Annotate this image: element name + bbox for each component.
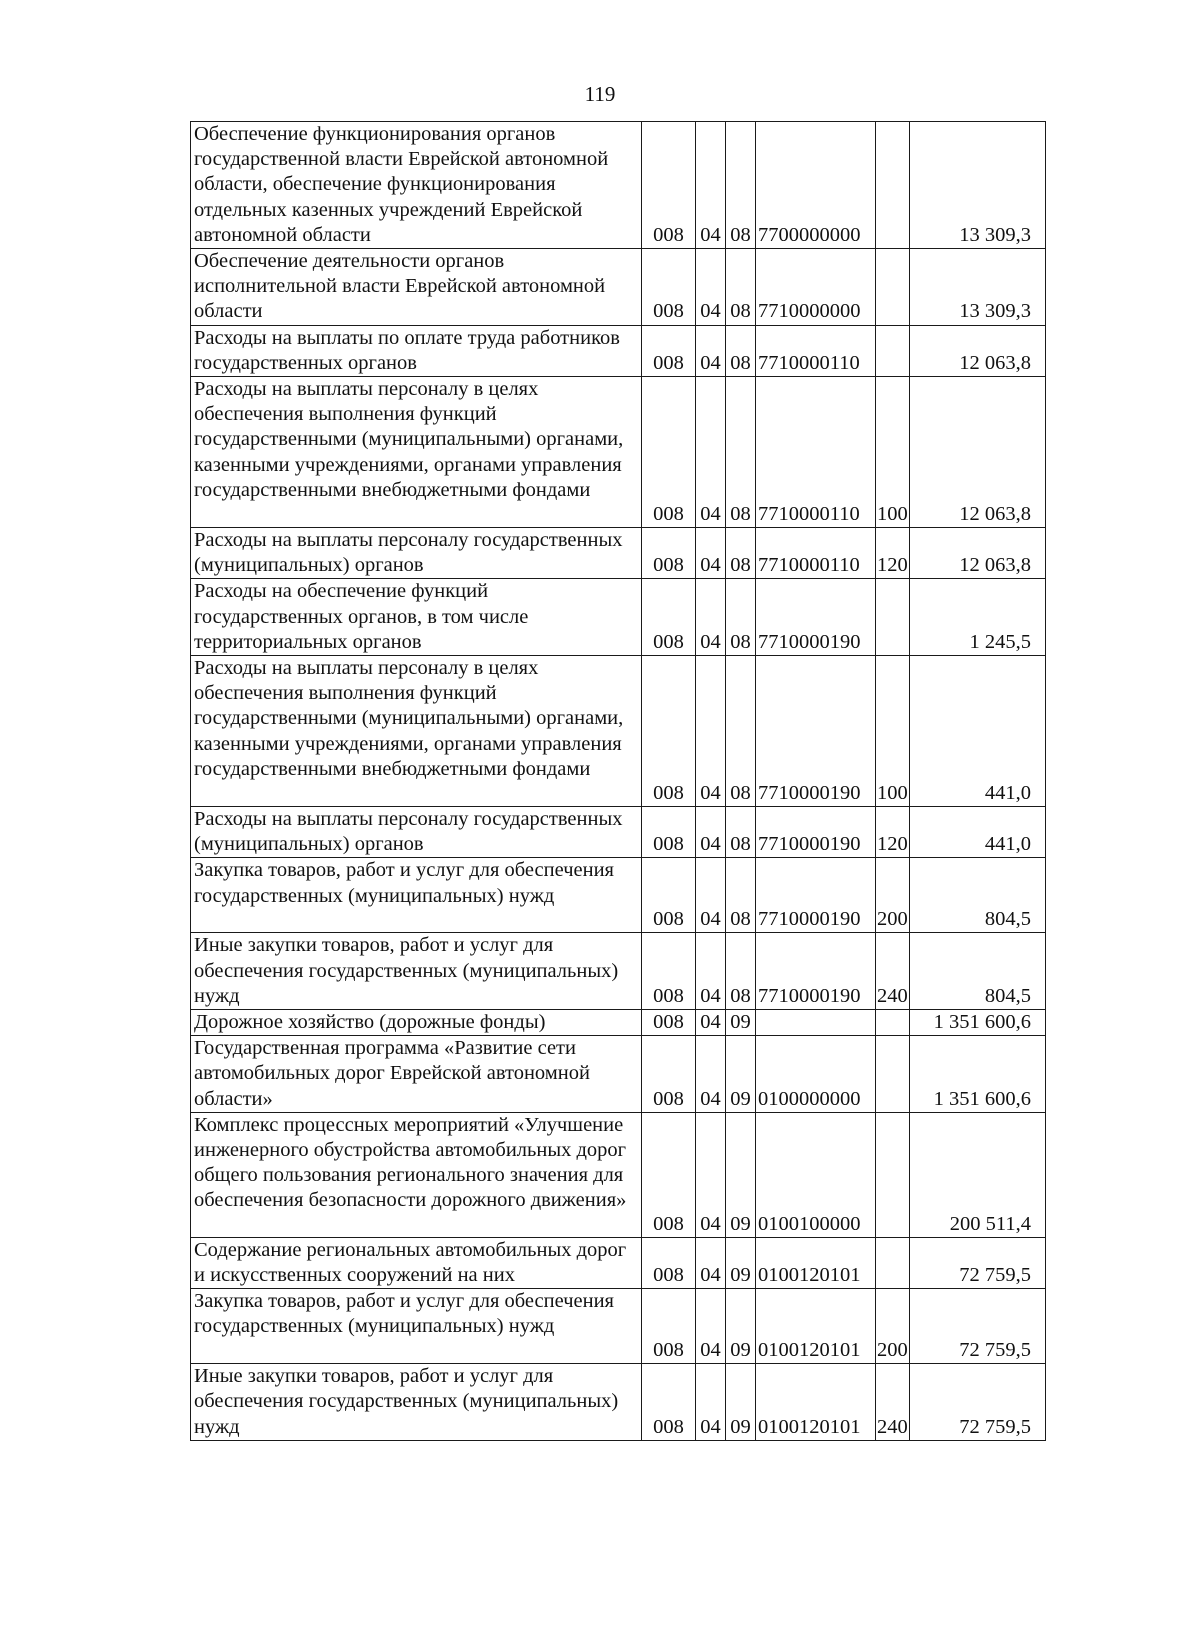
row-subsection: 08: [726, 858, 756, 933]
row-section: 04: [696, 858, 726, 933]
row-name: Расходы на выплаты персоналу в целях обеспечения выполнения функций государственными (муниципальными) органами, казенными учреждениями, органами управления государственными внебюджетными фондами: [191, 656, 642, 807]
table-row: [191, 528, 1046, 579]
row-subsection: 09: [726, 1289, 756, 1364]
table-row: [191, 579, 1046, 656]
row-amount: 441,0: [910, 807, 1046, 858]
row-name: Иные закупки товаров, работ и услуг для обеспечения государственных (муниципальных) нужд: [191, 1364, 642, 1441]
row-section: 04: [696, 1237, 726, 1288]
row-target-article: 7710000110: [756, 528, 876, 579]
row-admin-code: 008: [642, 122, 696, 249]
row-name: Обеспечение функционирования органов государственной власти Еврейской автономной области, обеспечение функционирования отдельных казенных учреждений Еврейской автономной области: [191, 122, 642, 249]
row-subsection: 08: [726, 579, 756, 656]
table-row: [191, 1289, 1046, 1364]
row-admin-code: 008: [642, 325, 696, 376]
table-row: [191, 1237, 1046, 1288]
row-target-article: 7710000190: [756, 858, 876, 933]
row-amount: 12 063,8: [910, 377, 1046, 528]
row-target-article: 7710000190: [756, 579, 876, 656]
row-admin-code: 008: [642, 1036, 696, 1113]
table-row: [191, 249, 1046, 326]
table-body: [191, 122, 1046, 1441]
row-admin-code: 008: [642, 528, 696, 579]
table-row: [191, 807, 1046, 858]
row-subsection: 08: [726, 325, 756, 376]
row-amount: 1 245,5: [910, 579, 1046, 656]
row-section: 04: [696, 933, 726, 1010]
row-subsection: 08: [726, 528, 756, 579]
row-section: 04: [696, 579, 726, 656]
table-row: [191, 1364, 1046, 1441]
budget-table: [190, 121, 1046, 1441]
row-subsection: 09: [726, 1010, 756, 1036]
row-section: 04: [696, 1112, 726, 1237]
row-section: 04: [696, 656, 726, 807]
row-target-article: 7710000110: [756, 377, 876, 528]
row-subsection: 08: [726, 933, 756, 1010]
row-target-article: 7710000190: [756, 933, 876, 1010]
row-target-article: [756, 1010, 876, 1036]
row-name: Дорожное хозяйство (дорожные фонды): [191, 1010, 642, 1036]
row-name: Расходы на выплаты персоналу в целях обеспечения выполнения функций государственными (муниципальными) органами, казенными учреждениями, органами управления государственными внебюджетными фондами: [191, 377, 642, 528]
row-name: Расходы на выплаты персоналу государственных (муниципальных) органов: [191, 807, 642, 858]
row-expense-type: 100: [876, 377, 910, 528]
row-target-article: 0100000000: [756, 1036, 876, 1113]
row-admin-code: 008: [642, 858, 696, 933]
row-section: 04: [696, 528, 726, 579]
row-subsection: 09: [726, 1112, 756, 1237]
row-target-article: 7710000190: [756, 807, 876, 858]
row-name: Расходы на выплаты персоналу государственных (муниципальных) органов: [191, 528, 642, 579]
row-admin-code: 008: [642, 377, 696, 528]
row-name: Комплекс процессных мероприятий «Улучшение инженерного обустройства автомобильных дорог общего пользования регионального значения для обеспечения безопасности дорожного движения»: [191, 1112, 642, 1237]
row-admin-code: 008: [642, 249, 696, 326]
table-row: [191, 377, 1046, 528]
row-admin-code: 008: [642, 1289, 696, 1364]
row-target-article: 0100120101: [756, 1289, 876, 1364]
row-subsection: 08: [726, 807, 756, 858]
table-row: [191, 122, 1046, 249]
row-expense-type: 200: [876, 1289, 910, 1364]
row-name: Закупка товаров, работ и услуг для обеспечения государственных (муниципальных) нужд: [191, 858, 642, 933]
row-expense-type: 240: [876, 1364, 910, 1441]
row-admin-code: 008: [642, 579, 696, 656]
row-name: Расходы на обеспечение функций государственных органов, в том числе территориальных органов: [191, 579, 642, 656]
row-name: Обеспечение деятельности органов исполнительной власти Еврейской автономной области: [191, 249, 642, 326]
row-amount: 13 309,3: [910, 249, 1046, 326]
row-amount: 72 759,5: [910, 1364, 1046, 1441]
page-number: 119: [584, 82, 616, 106]
row-section: 04: [696, 807, 726, 858]
row-admin-code: 008: [642, 1237, 696, 1288]
row-target-article: 7710000000: [756, 249, 876, 326]
row-amount: 1 351 600,6: [910, 1010, 1046, 1036]
row-name: Расходы на выплаты по оплате труда работников государственных органов: [191, 325, 642, 376]
row-section: 04: [696, 325, 726, 376]
row-subsection: 08: [726, 249, 756, 326]
row-expense-type: 120: [876, 528, 910, 579]
row-section: 04: [696, 1010, 726, 1036]
row-expense-type: [876, 122, 910, 249]
row-section: 04: [696, 1036, 726, 1113]
row-expense-type: [876, 325, 910, 376]
table-row: [191, 325, 1046, 376]
row-expense-type: [876, 1112, 910, 1237]
table-row: [191, 1036, 1046, 1113]
row-expense-type: 120: [876, 807, 910, 858]
row-subsection: 09: [726, 1364, 756, 1441]
row-admin-code: 008: [642, 933, 696, 1010]
table-row: [191, 1112, 1046, 1237]
row-amount: 72 759,5: [910, 1289, 1046, 1364]
row-admin-code: 008: [642, 1112, 696, 1237]
row-subsection: 09: [726, 1036, 756, 1113]
row-target-article: 0100100000: [756, 1112, 876, 1237]
row-admin-code: 008: [642, 807, 696, 858]
table-row: [191, 858, 1046, 933]
row-expense-type: [876, 1010, 910, 1036]
row-amount: 72 759,5: [910, 1237, 1046, 1288]
row-expense-type: [876, 1036, 910, 1113]
row-expense-type: 240: [876, 933, 910, 1010]
row-section: 04: [696, 249, 726, 326]
row-target-article: 0100120101: [756, 1364, 876, 1441]
row-admin-code: 008: [642, 656, 696, 807]
table-row: [191, 656, 1046, 807]
row-name: Содержание региональных автомобильных дорог и искусственных сооружений на них: [191, 1237, 642, 1288]
row-target-article: 7700000000: [756, 122, 876, 249]
row-amount: 1 351 600,6: [910, 1036, 1046, 1113]
row-expense-type: 200: [876, 858, 910, 933]
row-subsection: 08: [726, 377, 756, 528]
table-row: [191, 1010, 1046, 1036]
row-section: 04: [696, 377, 726, 528]
row-amount: 13 309,3: [910, 122, 1046, 249]
row-expense-type: 100: [876, 656, 910, 807]
row-admin-code: 008: [642, 1364, 696, 1441]
row-amount: 804,5: [910, 933, 1046, 1010]
row-admin-code: 008: [642, 1010, 696, 1036]
row-section: 04: [696, 122, 726, 249]
row-expense-type: [876, 1237, 910, 1288]
row-expense-type: [876, 249, 910, 326]
row-name: Закупка товаров, работ и услуг для обеспечения государственных (муниципальных) нужд: [191, 1289, 642, 1364]
row-expense-type: [876, 579, 910, 656]
row-subsection: 08: [726, 656, 756, 807]
row-amount: 804,5: [910, 858, 1046, 933]
row-amount: 12 063,8: [910, 528, 1046, 579]
row-section: 04: [696, 1289, 726, 1364]
row-target-article: 7710000190: [756, 656, 876, 807]
row-subsection: 08: [726, 122, 756, 249]
row-amount: 12 063,8: [910, 325, 1046, 376]
row-section: 04: [696, 1364, 726, 1441]
row-target-article: 0100120101: [756, 1237, 876, 1288]
row-name: Иные закупки товаров, работ и услуг для обеспечения государственных (муниципальных) нужд: [191, 933, 642, 1010]
row-amount: 200 511,4: [910, 1112, 1046, 1237]
table-row: [191, 933, 1046, 1010]
row-subsection: 09: [726, 1237, 756, 1288]
row-amount: 441,0: [910, 656, 1046, 807]
row-name: Государственная программа «Развитие сети автомобильных дорог Еврейской автономной области»: [191, 1036, 642, 1113]
row-target-article: 7710000110: [756, 325, 876, 376]
